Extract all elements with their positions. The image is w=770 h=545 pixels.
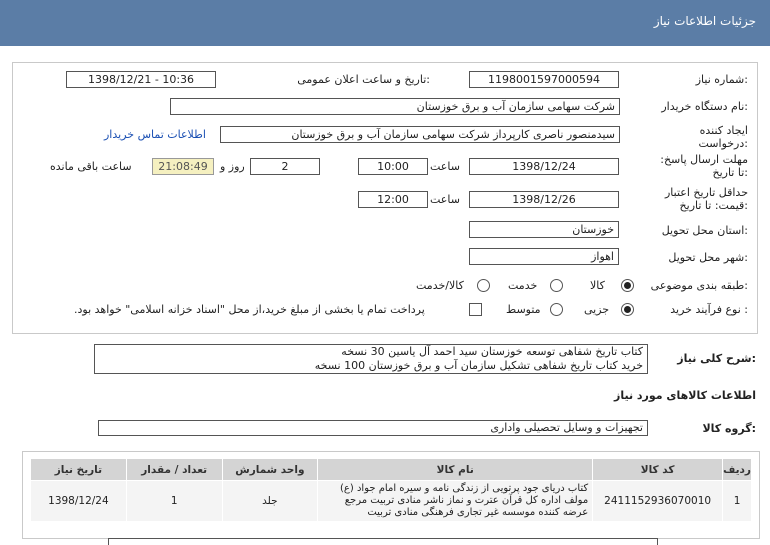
cell-quantity: 1 xyxy=(126,481,222,522)
validity-time-field[interactable]: 12:00 xyxy=(358,191,428,208)
validity-label: حداقل تاریخ اعتبار قیمت: تا تاریخ: xyxy=(664,186,748,212)
category-service-label: خدمت xyxy=(508,279,538,292)
header-goods-code: کد کالا xyxy=(593,459,723,481)
cell-goods-name: کتاب دریای جود پرتویی از زندگی نامه و سیره امام جواد (ع) مولف اداره کل قرآن عترت و نماز ناشر منادی تربیت مرجع عرضه کننده موسسه غیر تجاری فرهنگی منادی تربیت xyxy=(318,481,593,522)
deadline-time-label: ساعت xyxy=(430,160,460,173)
category-label: طبقه بندی موضوعی: xyxy=(650,279,748,292)
remaining-time-field: 21:08:49 xyxy=(152,158,214,175)
goods-group-label: گروه کالا: xyxy=(702,422,756,435)
description-label: شرح کلی نیاز: xyxy=(677,352,756,365)
province-field[interactable]: خوزستان xyxy=(469,221,619,238)
process-minor-radio[interactable] xyxy=(621,303,634,316)
table-header-row xyxy=(31,459,752,481)
validity-date-field[interactable]: 1398/12/26 xyxy=(469,191,619,208)
validity-time-label: ساعت xyxy=(430,193,460,206)
treasury-checkbox[interactable] xyxy=(469,303,482,316)
announce-datetime-label: تاریخ و ساعت اعلان عمومی: xyxy=(297,73,430,86)
table-row[interactable] xyxy=(31,481,752,522)
process-medium-radio[interactable] xyxy=(550,303,563,316)
items-table xyxy=(30,458,752,522)
process-medium-label: متوسط xyxy=(506,303,541,316)
need-number-field[interactable]: 1198001597000594 xyxy=(469,71,619,88)
header-bar xyxy=(0,0,770,46)
treasury-note: پرداخت تمام یا بخشی از مبلغ خرید،از محل "اسناد خزانه اسلامی" خواهد بود. xyxy=(74,303,425,316)
deadline-time-field[interactable]: 10:00 xyxy=(358,158,428,175)
buyer-org-label: نام دستگاه خریدار: xyxy=(661,100,748,113)
description-box[interactable] xyxy=(94,344,648,374)
header-goods-name: نام کالا xyxy=(318,459,593,481)
goods-info-title: اطلاعات کالاهای مورد نیاز xyxy=(614,389,756,402)
cell-need-date: 1398/12/24 xyxy=(31,481,127,522)
category-goods-service-label: کالا/خدمت xyxy=(416,279,464,292)
goods-group-field[interactable]: تجهیزات و وسایل تحصیلی واداری xyxy=(98,420,648,436)
buyer-org-field[interactable]: شرکت سهامی سازمان آب و برق خوزستان xyxy=(170,98,620,115)
cell-row-index: 1 xyxy=(723,481,752,522)
description-line-2: خرید کتاب تاریخ شفاهی تشکیل سازمان آب و برق خوزستان 100 نسخه xyxy=(314,359,643,372)
page-title: جزئیات اطلاعات نیاز xyxy=(653,14,756,28)
city-label: شهر محل تحویل: xyxy=(668,251,748,264)
process-minor-label: جزیی xyxy=(584,303,610,316)
deadline-days-label: روز و xyxy=(220,160,245,173)
description-line-1: کتاب تاریخ شفاهی توسعه خوزستان سید احمد آل یاسین 30 نسخه xyxy=(341,345,643,358)
need-number-label: شماره نیاز: xyxy=(695,73,748,86)
cell-goods-code: 2411152936070010 xyxy=(593,481,723,522)
buyer-contact-link[interactable]: اطلاعات تماس خریدار xyxy=(104,128,206,141)
header-need-date: تاریخ نیاز xyxy=(31,459,127,481)
deadline-days-field[interactable]: 2 xyxy=(250,158,320,175)
requester-label: ایجاد کننده درخواست: xyxy=(698,124,748,150)
announce-datetime-field[interactable]: 1398/12/21 - 10:36 xyxy=(66,71,216,88)
requester-field[interactable]: سیدمنصور ناصری کارپرداز شرکت سهامی سازمان آب و برق خوزستان xyxy=(220,126,620,143)
province-label: استان محل تحویل: xyxy=(661,224,748,237)
remaining-time-label: ساعت باقی مانده xyxy=(50,160,132,173)
category-goods-label: کالا xyxy=(590,279,605,292)
category-service-radio[interactable] xyxy=(550,279,563,292)
deadline-date-field[interactable]: 1398/12/24 xyxy=(469,158,619,175)
category-goods-service-radio[interactable] xyxy=(477,279,490,292)
header-unit: واحد شمارش xyxy=(222,459,318,481)
cell-unit: جلد xyxy=(222,481,318,522)
header-row-index: ردیف xyxy=(723,459,752,481)
header-quantity: تعداد / مقدار xyxy=(126,459,222,481)
bottom-field-partial xyxy=(108,538,658,545)
category-goods-radio[interactable] xyxy=(621,279,634,292)
purchase-process-label: نوع فرآیند خرید : xyxy=(670,303,748,316)
city-field[interactable]: اهواز xyxy=(469,248,619,265)
deadline-label: مهلت ارسال پاسخ: تا تاریخ: xyxy=(660,153,748,179)
